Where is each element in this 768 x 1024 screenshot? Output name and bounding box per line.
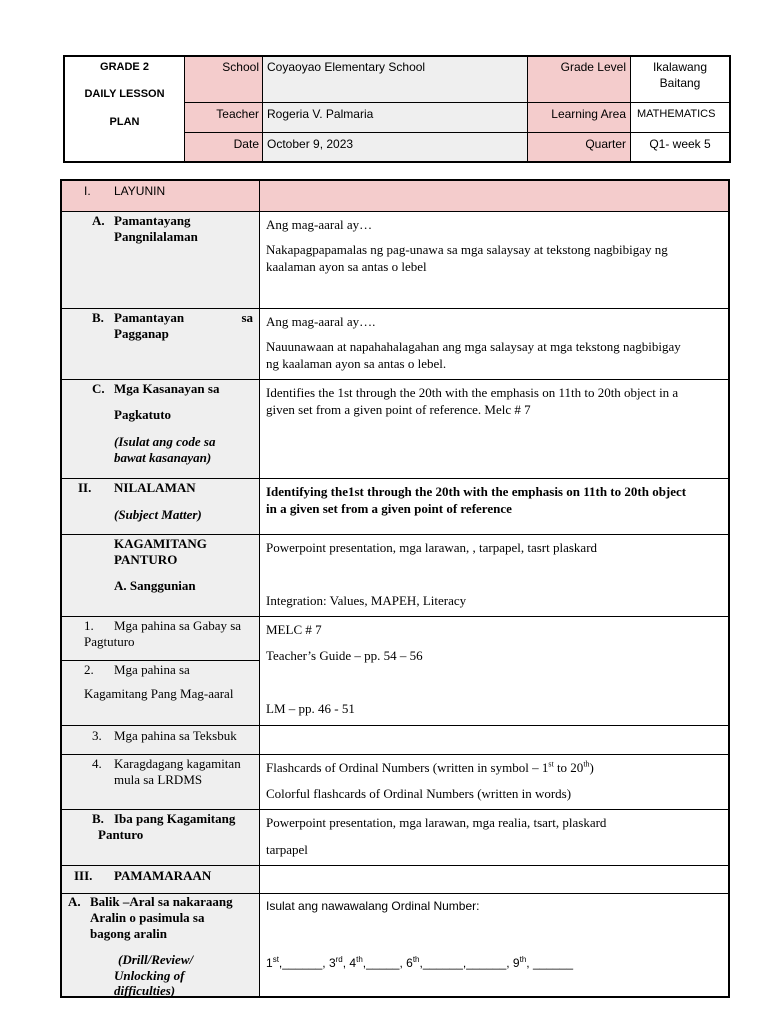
row-balik-aral: A. Balik –Aral sa nakaraang Aralin o pasimula sa bagong aralin (Drill/Review/ Unlocking of difficulties) Isulat ang nawawalang Ordinal Number: 1st,______, 3rd, 4th,_____, 6th,______,______, 9th, ______ xyxy=(62,893,728,996)
balik-aral-instruction: Isulat ang nawawalang Ordinal Number: xyxy=(266,899,480,913)
row-nilalaman: II. NILALAMAN (Subject Matter) Identifying the1st through the 20th with the emphasis on 11th to 20th object in a given set from a given point of reference xyxy=(62,478,728,534)
row-layunin: I. LAYUNIN xyxy=(62,181,728,211)
grade-level-value: Ikalawang Baitang xyxy=(631,57,729,103)
date-label: Date xyxy=(185,133,263,161)
section-title-pamamaraan: PAMAMARAAN xyxy=(114,868,212,883)
header-table xyxy=(63,55,731,163)
dlp-title xyxy=(65,57,185,161)
school-value: Coyaoyao Elementary School xyxy=(263,57,528,103)
section-title-layunin: LAYUNIN xyxy=(114,184,166,198)
quarter-value: Q1- week 5 xyxy=(649,137,711,151)
row-iba-pang-kagamitang: B. Iba pang Kagamitang Panturo Powerpoint presentation, mga larawan, mga realia, tsart, plaskard tarpapel xyxy=(62,809,728,865)
ordinal-sequence: 1st,______, 3rd, 4th,_____, 6th,______,______, 9th, ______ xyxy=(266,955,573,970)
teacher-value: Rogeria V. Palmaria xyxy=(263,103,528,133)
lesson-plan-table xyxy=(60,179,730,998)
dlp-title-line1: GRADE 2 xyxy=(100,61,149,73)
row-pamantayang-pangnilalaman: A. Pamantayang Pangnilalaman Ang mag-aaral ay… Nakapagpapamalas ng pag-unawa sa mga salaysay at tekstong nagbibigay ng kaalaman ayon sa antas o lebel xyxy=(62,211,728,308)
dlp-title-line2: DAILY LESSON xyxy=(84,88,165,100)
school-label: School xyxy=(185,57,263,103)
teacher-label: Teacher xyxy=(185,103,263,133)
learning-area-label: Learning Area xyxy=(528,103,631,133)
learning-area-value: MATHEMATICS xyxy=(631,103,729,133)
row-teksbuk: 3. Mga pahina sa Teksbuk xyxy=(62,725,728,754)
row-kagamitang-panturo: KAGAMITANG PANTURO A. Sanggunian Powerpoint presentation, mga larawan, , tarpapel, tasrt plaskard Integration: Values, MAPEH, Literacy xyxy=(62,534,728,616)
date-value: October 9, 2023 xyxy=(263,133,528,161)
dlp-title-line3: PLAN xyxy=(109,116,140,128)
grade-level-label: Grade Level xyxy=(528,57,631,103)
row-gabay-and-lm: 1. Mga pahina sa Gabay sa Pagtuturo 2. Mga pahina sa Kagamitang Pang Mag-aaral MELC # 7 Teacher’s Guide – pp. 54 – 56 LM – pp. 46 - 51 xyxy=(62,616,728,725)
row-lrdms: 4. Karagdagang kagamitan mula sa LRDMS Flashcards of Ordinal Numbers (written in symbol – 1st to 20th) Colorful flashcards of Ordinal Numbers (written in words) xyxy=(62,754,728,809)
row-pamamaraan: III. PAMAMARAAN xyxy=(62,865,728,893)
row-pamantayan-pagganap: B. Pamantayan sa Pagganap Ang mag-aaral ay…. Nauunawaan at napahahalagahan ang mga salaysay at mga tekstong nagbibigay ng kaalaman ayon sa antas o lebel. xyxy=(62,308,728,379)
row-kasanayan: C. Mga Kasanayan sa Pagkatuto (Isulat ang code sa bawat kasanayan) Identifies the 1st through the 20th with the emphasis on 11th to 20th object in a given set from a given point of reference. Melc # 7 xyxy=(62,379,728,478)
quarter-label: Quarter xyxy=(528,133,631,161)
